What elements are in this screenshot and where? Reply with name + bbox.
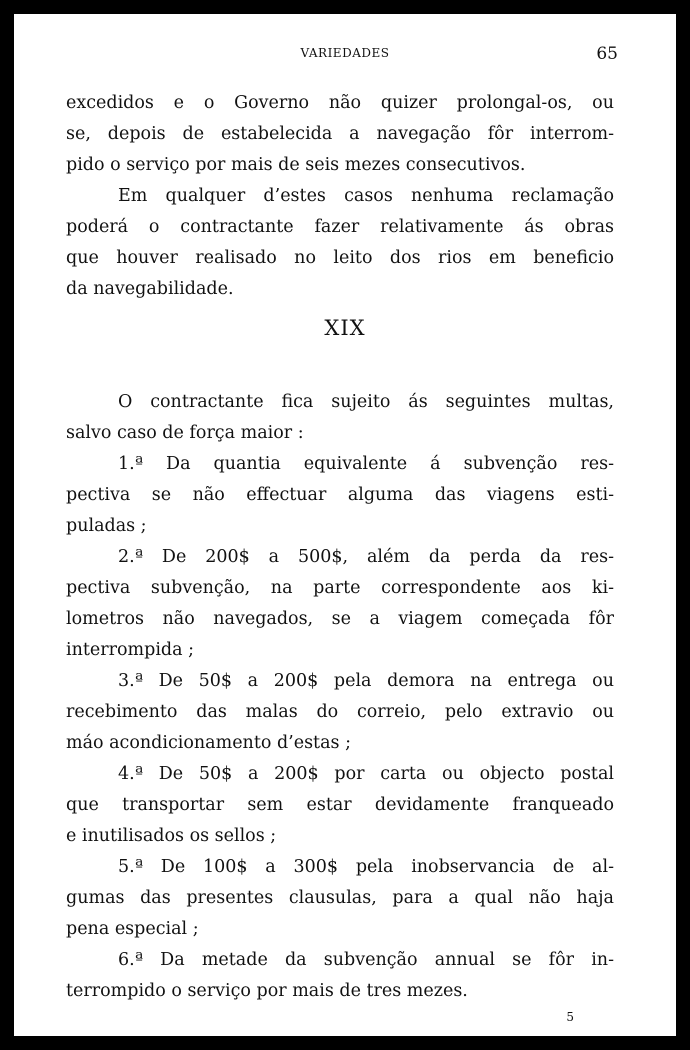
- text-line: se, depois de estabelecida a navegação fôr interrom-: [66, 124, 614, 144]
- list-item-line: 1.ª Da quantia equivalente á subvenção res-: [118, 454, 614, 474]
- running-head: [14, 46, 676, 66]
- text-line: O contractante fica sujeito ás seguintes multas,: [118, 392, 614, 412]
- list-item-line: que transportar sem estar devidamente franqueado: [66, 795, 614, 815]
- list-item-line: pectiva se não effectuar alguma das viagens esti-: [66, 485, 614, 505]
- signature-mark: 5: [566, 1010, 574, 1024]
- list-item-line: 4.ª De 50$ a 200$ por carta ou objecto postal: [118, 764, 614, 784]
- list-item-line: gumas das presentes clausulas, para a qual não haja: [66, 888, 614, 908]
- list-item-line: e inutilisados os sellos ;: [66, 826, 277, 846]
- list-item-line: pena especial ;: [66, 919, 199, 939]
- text-block-lower: [66, 387, 614, 1007]
- list-item-line: pectiva subvenção, na parte correspondente aos ki-: [66, 578, 614, 598]
- running-title: VARIEDADES: [300, 46, 390, 60]
- list-item-line: recebimento das malas do correio, pelo extravio ou: [66, 702, 614, 722]
- list-item-line: terrompido o serviço por mais de tres mezes.: [66, 981, 468, 1001]
- text-line: que houver realisado no leito dos rios em beneficio: [66, 248, 614, 268]
- page-number: 65: [596, 44, 618, 64]
- text-line: salvo caso de força maior :: [66, 423, 304, 443]
- list-item-line: 5.ª De 100$ a 300$ pela inobservancia de al-: [118, 857, 614, 877]
- book-page: [14, 14, 676, 1036]
- text-line: Em qualquer d’estes casos nenhuma reclamação: [118, 186, 614, 206]
- text-line: da navegabilidade.: [66, 279, 234, 299]
- list-item-line: 6.ª Da metade da subvenção annual se fôr in-: [118, 950, 614, 970]
- list-item-line: interrompida ;: [66, 640, 195, 660]
- list-item-line: lometros não navegados, se a viagem começada fôr: [66, 609, 614, 629]
- list-item-line: máo acondicionamento d’estas ;: [66, 733, 351, 753]
- list-item-line: 2.ª De 200$ a 500$, além da perda da res-: [118, 547, 614, 567]
- section-heading: XIX: [324, 316, 366, 340]
- list-item-line: puladas ;: [66, 516, 147, 536]
- list-item-line: 3.ª De 50$ a 200$ pela demora na entrega ou: [118, 671, 614, 691]
- text-line: excedidos e o Governo não quizer prolongal-os, ou: [66, 93, 614, 113]
- text-line: poderá o contractante fazer relativamente ás obras: [66, 217, 614, 237]
- text-block-upper: [66, 88, 614, 305]
- text-line: pido o serviço por mais de seis mezes consecutivos.: [66, 155, 526, 175]
